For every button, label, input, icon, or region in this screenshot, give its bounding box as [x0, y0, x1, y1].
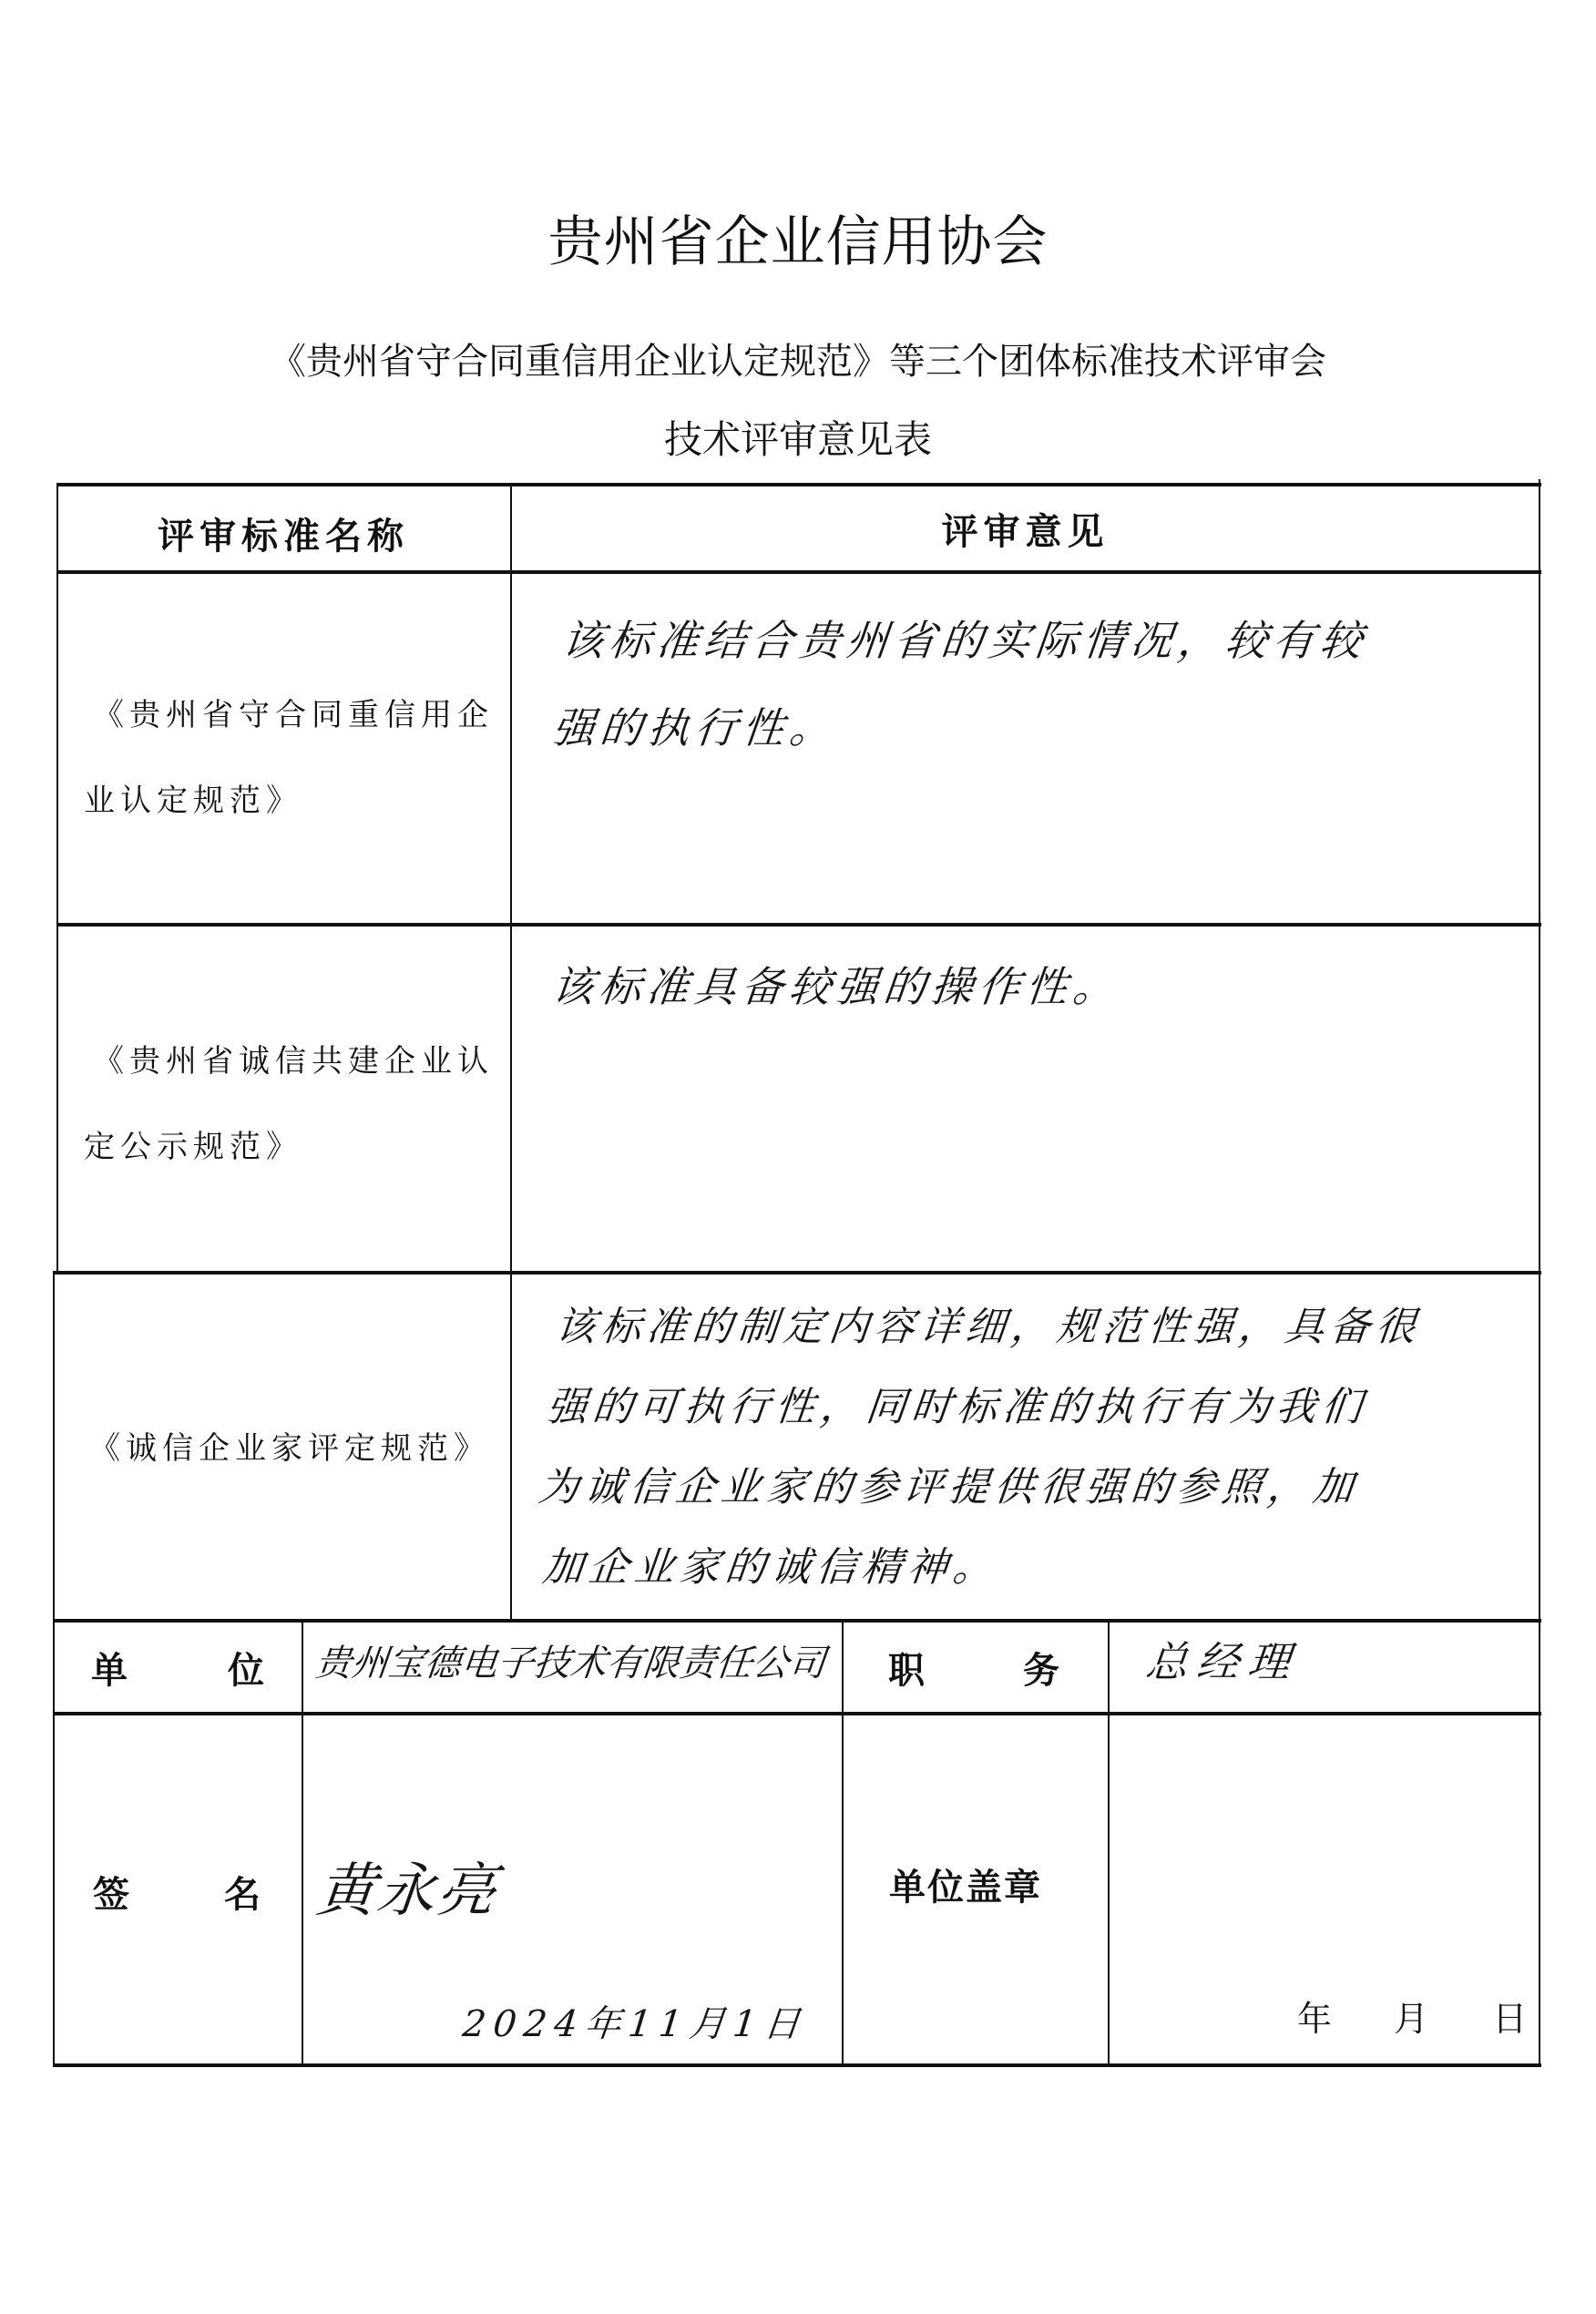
row1-divider: [56, 923, 1541, 927]
position-label-char: 职: [888, 1650, 925, 1692]
opinion-line: 为诚信企业家的参评提供很强的参照，加: [536, 1464, 1362, 1510]
signature-label-char: 名: [224, 1874, 261, 1916]
position-value: 总经理: [1143, 1637, 1302, 1686]
column-divider: [510, 483, 512, 1621]
opinion-line: 加企业家的诚信精神。: [540, 1544, 1001, 1591]
table-border-top: [56, 483, 1541, 486]
opinion-line: 强的可执行性，同时标准的执行有为我们: [544, 1384, 1370, 1430]
seal-date-year: 年: [1297, 1999, 1333, 2039]
unit-value: 贵州宝德电子技术有限责任公司: [312, 1643, 828, 1684]
standard-name-line: 《贵州省守合同重信用企: [93, 697, 494, 733]
opinion-line: 强的执行性。: [550, 703, 840, 753]
signature-label-char: 签: [93, 1874, 129, 1916]
form-title: 技术评审意见表: [663, 417, 932, 462]
organization-title: 贵州省企业信用协会: [547, 210, 1049, 274]
review-opinion: [527, 1287, 1426, 1608]
signature-label: [93, 1866, 261, 1918]
seal-date-month: 月: [1394, 1999, 1429, 2039]
position-label-char: 务: [1023, 1650, 1059, 1692]
seal-label: 单位盖章: [889, 1867, 1042, 1909]
position-label: [888, 1642, 1059, 1694]
signature: 黄永亮: [313, 1858, 501, 1925]
unit-label-char: 单: [91, 1650, 128, 1692]
opinion-line: 该标准具备较强的操作性。: [549, 962, 1123, 1011]
standard-name-line: 业认定规范》: [84, 783, 302, 819]
unit-label: [91, 1642, 264, 1694]
header-divider: [56, 570, 1541, 574]
table-border-bottom: [53, 2063, 1541, 2067]
opinion-line: 该标准结合贵州省的实际情况，较有较: [559, 616, 1370, 665]
standard-name-line: 《诚信企业家评定规范》: [89, 1430, 490, 1467]
table-border-right: [1539, 479, 1540, 2067]
standard-name-line: 定公示规范》: [84, 1129, 302, 1165]
column-header-standard: 评审标准名称: [158, 516, 409, 558]
table-border-left-lower: [53, 1271, 55, 2067]
row3-divider: [53, 1619, 1541, 1623]
standard-name: [84, 1019, 494, 1190]
standard-name-line: 《贵州省诚信共建企业认: [93, 1043, 494, 1080]
footer-divider-2: [842, 1619, 844, 2065]
review-opinion: [547, 943, 1125, 1030]
row2-divider: [55, 1271, 1541, 1275]
opinion-line: 该标准的制定内容详细，规范性强，具备很: [553, 1304, 1424, 1350]
table-border-left: [56, 483, 58, 1271]
signature-date: 2024年11月1日: [460, 2003, 810, 2045]
footer-divider-1: [302, 1619, 303, 2065]
column-header-opinion: 评审意见: [941, 511, 1110, 553]
standard-name: [84, 672, 494, 844]
standard-name: [89, 1427, 490, 1470]
meeting-title: 《贵州省守合同重信用企业认定规范》等三个团体标准技术评审会: [270, 341, 1326, 383]
unit-label-char: 位: [228, 1650, 264, 1692]
seal-date-day: 日: [1492, 1999, 1528, 2039]
seal-date: [1297, 1997, 1527, 2041]
review-opinion: [548, 597, 1372, 772]
